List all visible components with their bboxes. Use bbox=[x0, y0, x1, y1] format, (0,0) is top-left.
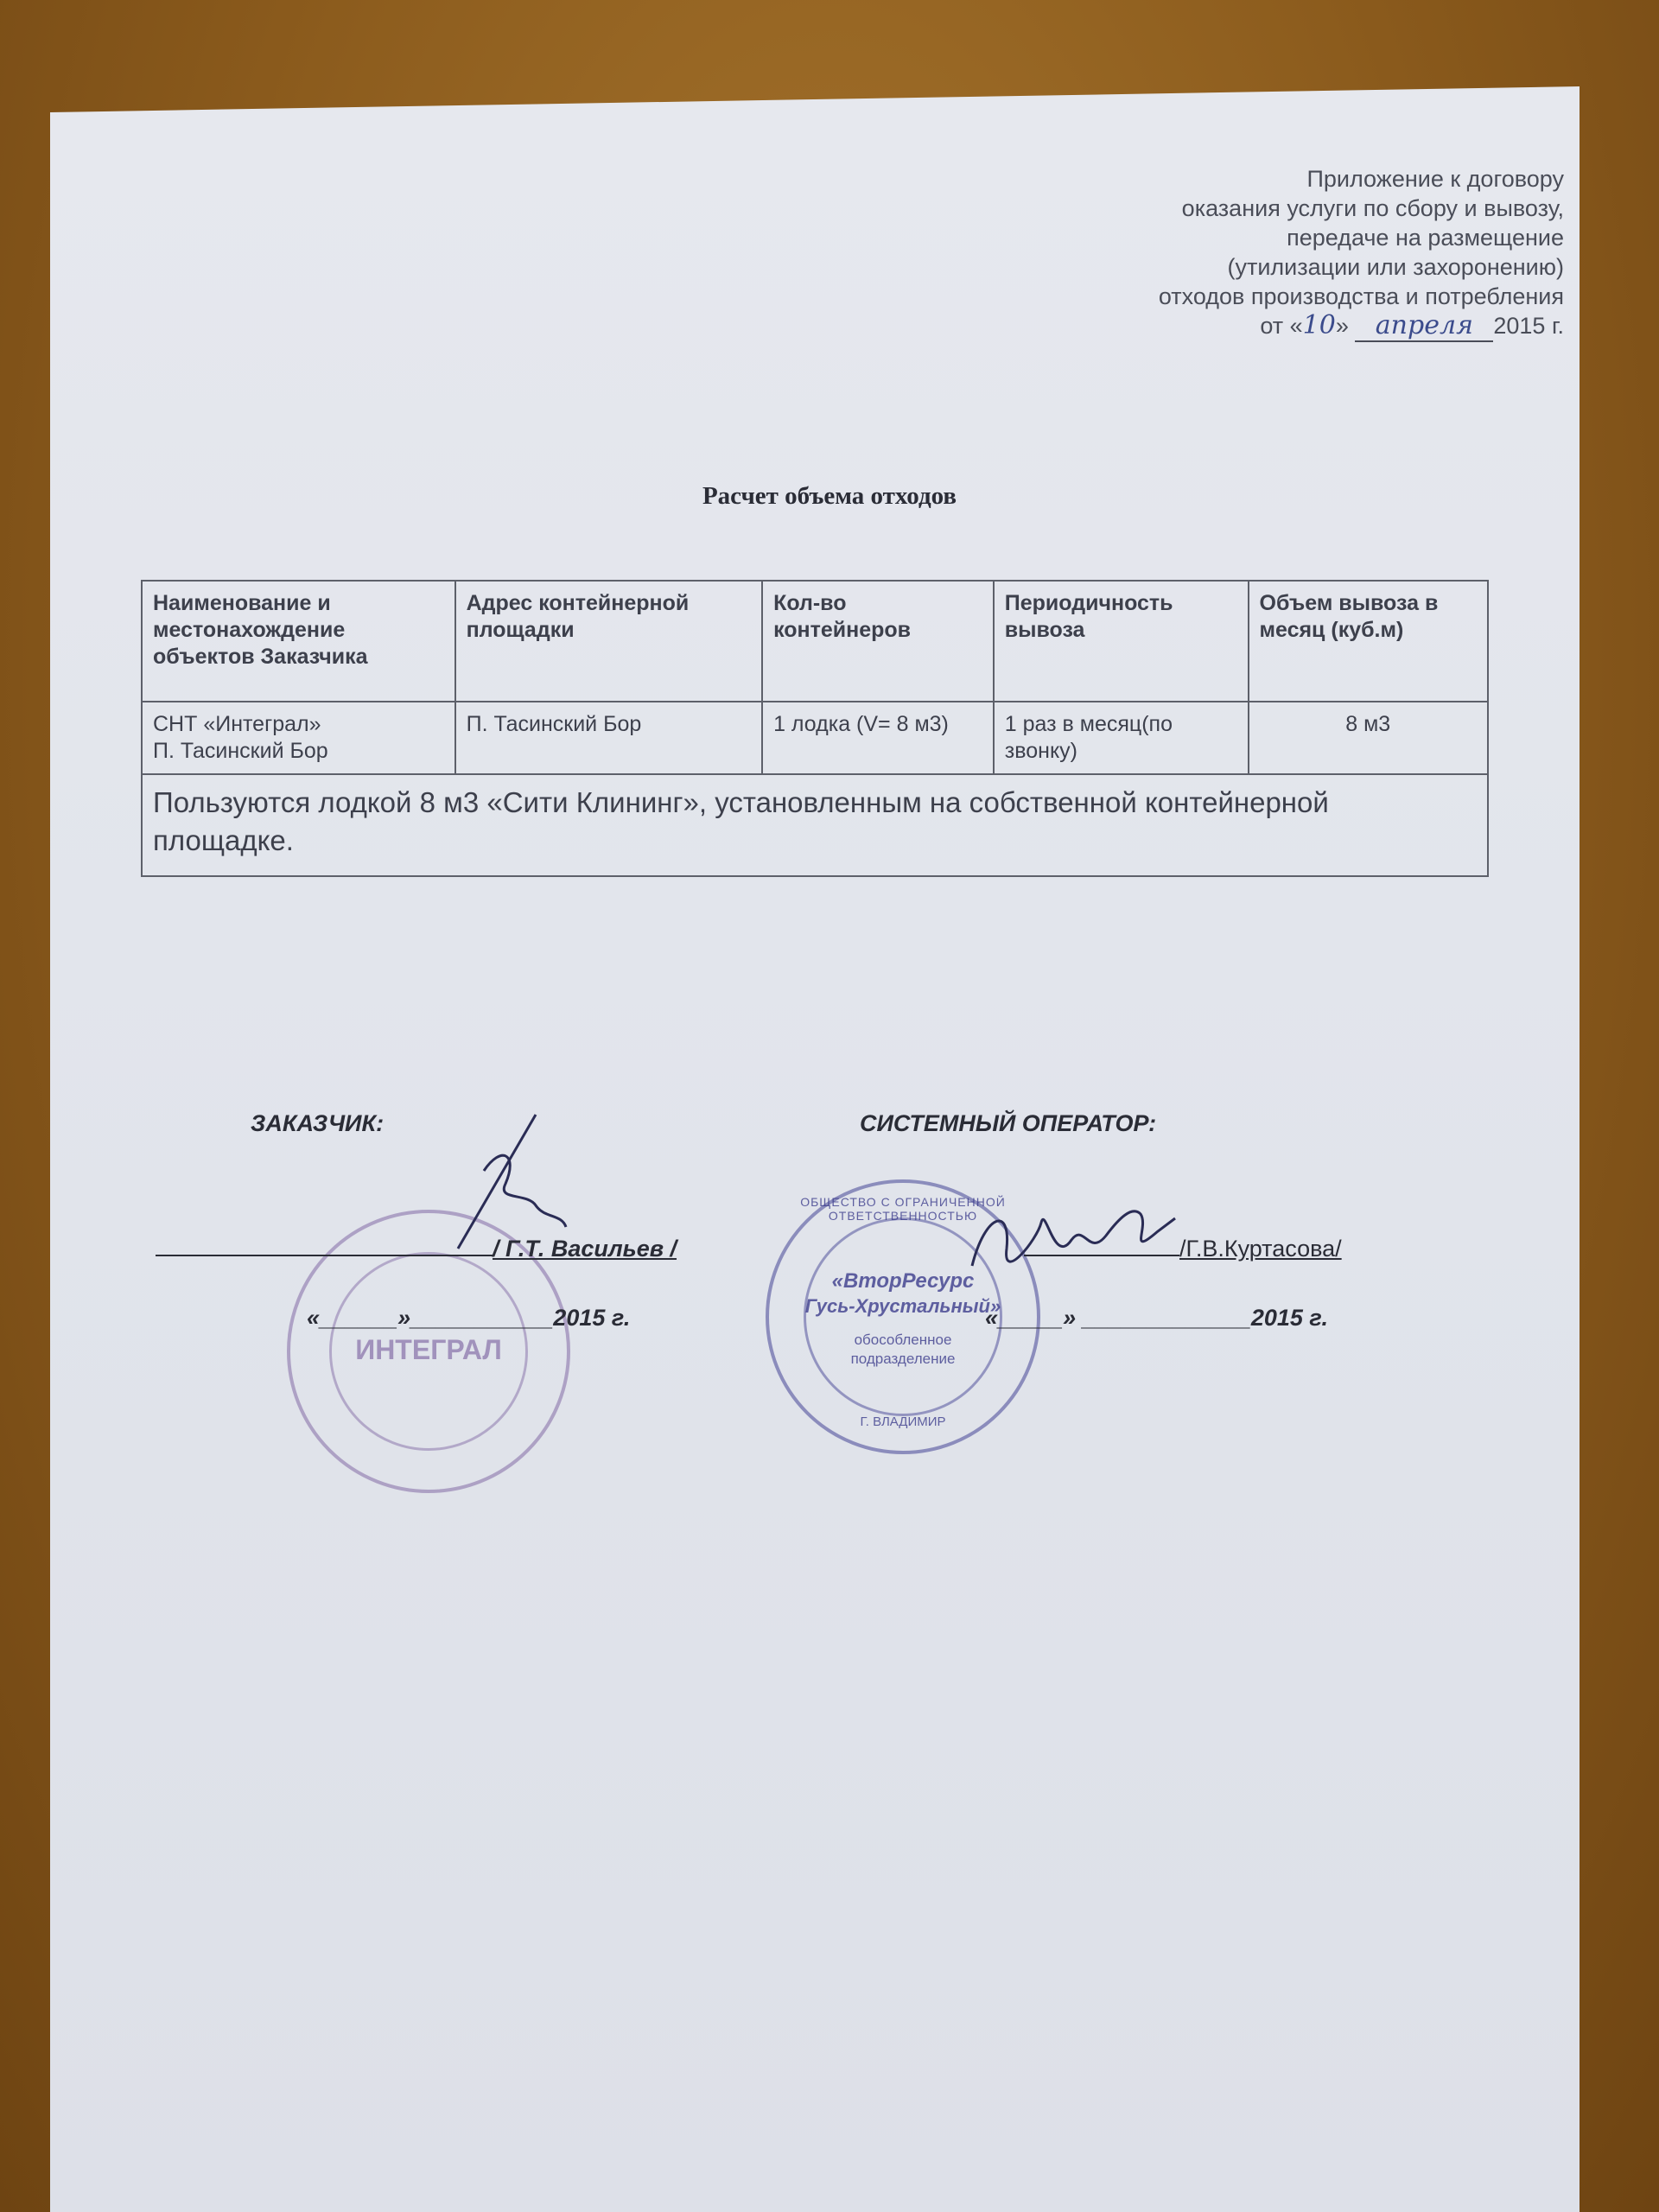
operator-label: СИСТЕМНЫЙ ОПЕРАТОР: bbox=[860, 1110, 1157, 1136]
date-prefix: от « bbox=[1260, 313, 1303, 339]
object-name: СНТ «Интеграл» bbox=[153, 712, 321, 736]
table-header-cell: Периодичность вывоза bbox=[994, 581, 1249, 702]
table-header-cell: Кол-во контейнеров bbox=[762, 581, 994, 702]
page-title: Расчет объема отходов bbox=[702, 482, 957, 510]
containers-cell: 1 лодка (V= 8 м3) bbox=[762, 702, 994, 774]
object-cell bbox=[142, 702, 455, 774]
customer-signature-line bbox=[156, 1236, 677, 1262]
header-line: передаче на размещение bbox=[1287, 225, 1564, 251]
volume-cell: 8 м3 bbox=[1249, 702, 1489, 774]
date-suffix: 2015 г. bbox=[1493, 313, 1564, 339]
operator-date: «_____» _____________2015 г. bbox=[985, 1305, 1328, 1331]
date-month-handwritten: апреля bbox=[1355, 311, 1493, 342]
table-header-cell: Адрес контейнерной площадки bbox=[455, 581, 762, 702]
object-location: П. Тасинский Бор bbox=[153, 739, 328, 763]
table-note: Пользуются лодкой 8 м3 «Сити Клининг», установленным на собственной контейнерной площадке. bbox=[142, 774, 1488, 876]
table-header-row bbox=[142, 581, 1488, 702]
operator-stamp-city: Г. ВЛАДИМИР bbox=[860, 1414, 946, 1429]
header-line: отходов производства и потребления bbox=[1158, 283, 1564, 309]
operator-signature-line bbox=[1024, 1236, 1342, 1262]
operator-stamp-line4: подразделение bbox=[850, 1351, 956, 1367]
header-line: Приложение к договору bbox=[1306, 166, 1564, 192]
customer-name: / Г.Т. Васильев / bbox=[493, 1236, 677, 1262]
operator-stamp-line3: обособленное bbox=[854, 1332, 952, 1348]
table-note-row bbox=[142, 774, 1488, 876]
customer-date: «______»___________2015 г. bbox=[307, 1305, 631, 1331]
address-cell: П. Тасинский Бор bbox=[455, 702, 762, 774]
operator-stamp-outer-text: ОБЩЕСТВО С ОГРАНИЧЕННОЙ ОТВЕТСТВЕННОСТЬЮ bbox=[800, 1195, 1006, 1223]
date-day-handwritten: 10 bbox=[1302, 310, 1336, 340]
date-mid: » bbox=[1335, 313, 1349, 339]
contract-appendix-header bbox=[1159, 164, 1564, 342]
document-page bbox=[50, 86, 1580, 2212]
waste-volume-table bbox=[141, 580, 1489, 877]
operator-stamp-line2: Гусь-Хрустальный» bbox=[804, 1295, 1001, 1317]
operator-stamp-line1: «ВторРесурс bbox=[831, 1269, 975, 1293]
table-header-cell: Наименование и местонахождение объектов Заказчика bbox=[142, 581, 455, 702]
header-line: (утилизации или захоронению) bbox=[1227, 254, 1564, 280]
header-date-line bbox=[1159, 311, 1564, 342]
frequency-cell: 1 раз в месяц(по звонку) bbox=[994, 702, 1249, 774]
customer-stamp-text: ИНТЕГРАЛ bbox=[355, 1334, 502, 1365]
table-row bbox=[142, 702, 1488, 774]
table-header-cell: Объем вывоза в месяц (куб.м) bbox=[1249, 581, 1489, 702]
customer-label: ЗАКАЗЧИК: bbox=[251, 1110, 385, 1136]
header-line: оказания услуги по сбору и вывозу, bbox=[1181, 195, 1564, 221]
operator-name: /Г.В.Куртасова/ bbox=[1179, 1236, 1342, 1262]
